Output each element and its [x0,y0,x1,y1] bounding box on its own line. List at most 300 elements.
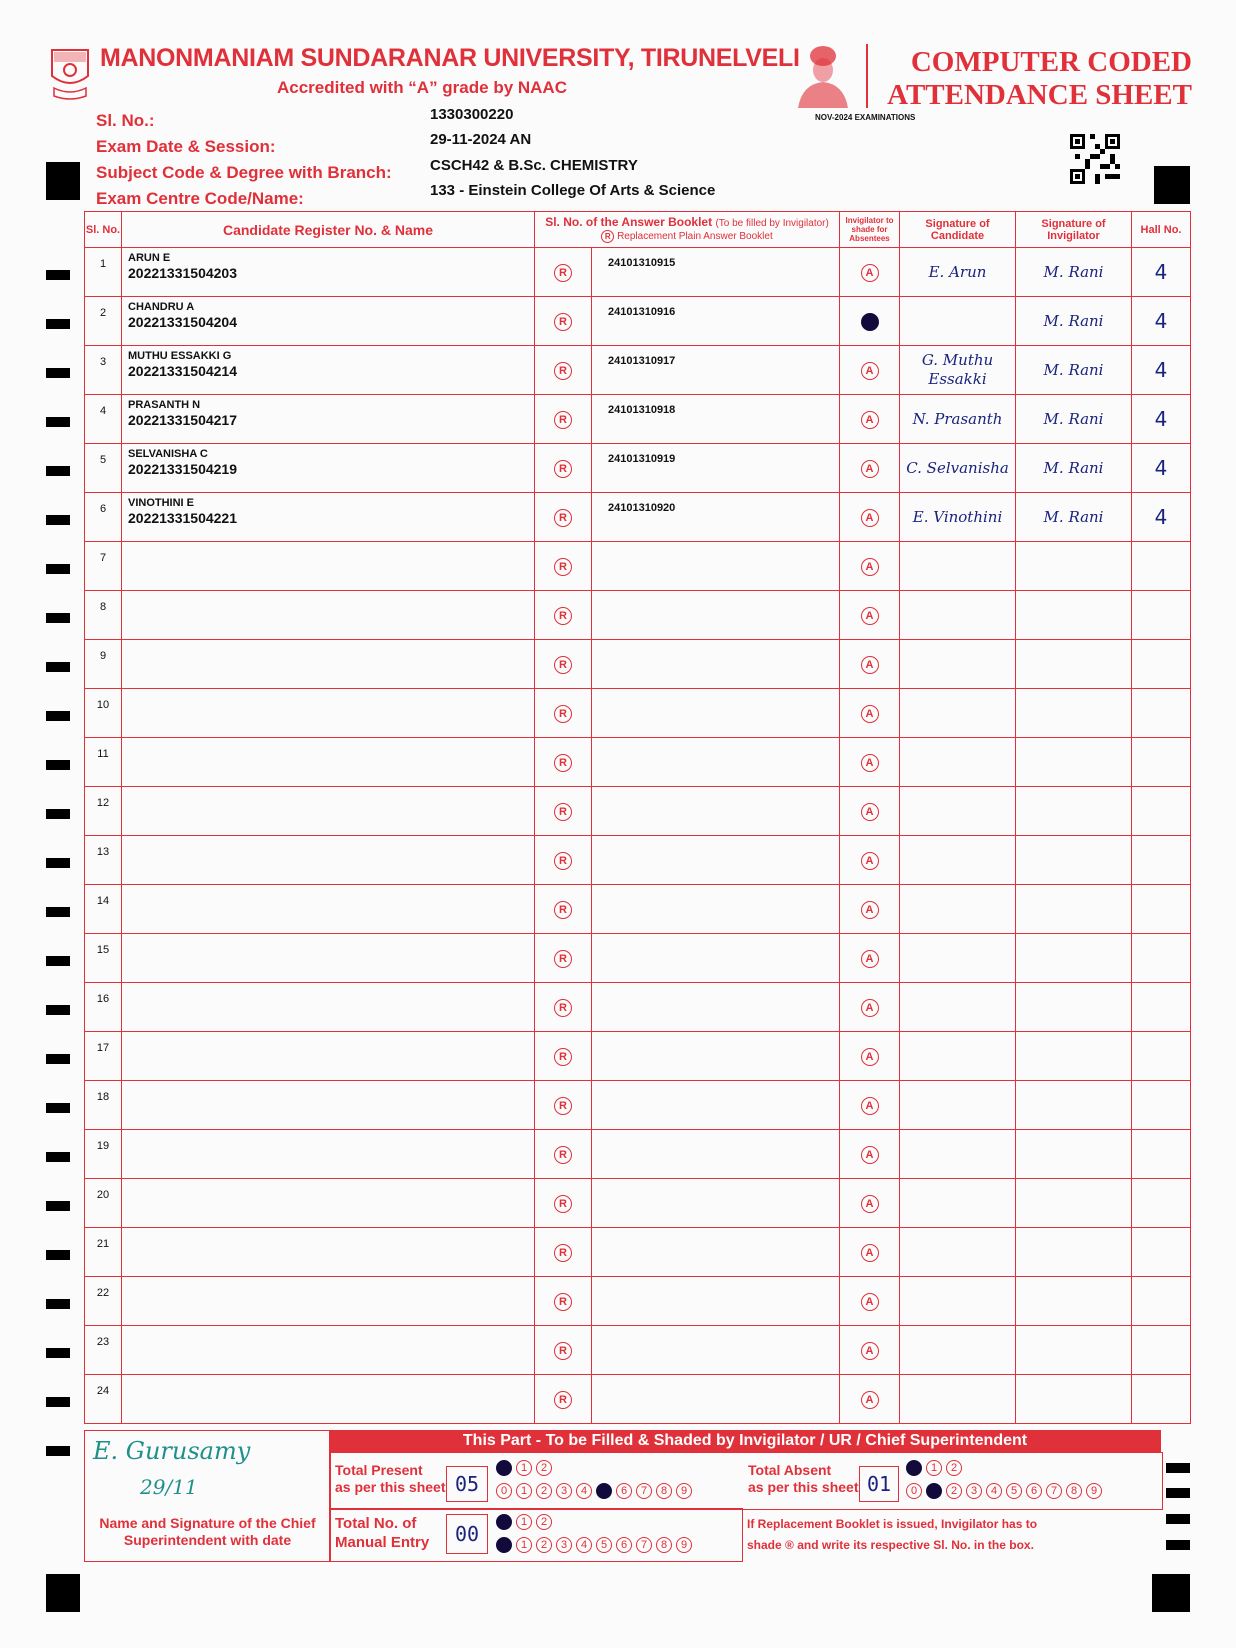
hall-no-cell[interactable] [1132,983,1191,1032]
absent-bubble-icon[interactable]: A [861,1391,879,1409]
digit-bubble-2[interactable]: 2 [536,1460,552,1476]
digit-bubble-2[interactable]: 2 [946,1460,962,1476]
replacement-cell[interactable] [535,787,592,836]
candidate-signature-cell[interactable] [900,836,1016,885]
absent-bubble-icon[interactable]: A [861,1342,879,1360]
booklet-cell[interactable] [592,1032,840,1081]
candidate-signature-cell[interactable] [900,1179,1016,1228]
absent-bubble-icon[interactable]: A [861,950,879,968]
invigilator-signature-cell[interactable] [1016,1179,1132,1228]
invigilator-signature-cell[interactable] [1016,493,1132,542]
replacement-cell[interactable] [535,542,592,591]
booklet-cell[interactable] [592,346,840,395]
digit-bubble-5[interactable] [596,1483,612,1499]
candidate-cell [122,1032,535,1081]
digit-bubble-7[interactable]: 7 [636,1483,652,1499]
replacement-cell[interactable] [535,934,592,983]
candidate-signature-cell[interactable] [900,738,1016,787]
hall-no-cell[interactable] [1132,1277,1191,1326]
absent-cell[interactable] [840,395,900,444]
absent-cell[interactable] [840,983,900,1032]
digit-bubble-8[interactable]: 8 [1066,1483,1082,1499]
absent-cell[interactable] [840,1081,900,1130]
candidate-signature: N. Prasanth [912,409,1003,428]
booklet-cell[interactable] [592,1179,840,1228]
replacement-cell[interactable] [535,640,592,689]
booklet-cell[interactable] [592,297,840,346]
invigilator-signature: M. Rani [1043,262,1104,281]
candidate-reg-no [122,1379,534,1380]
booklet-cell[interactable] [592,787,840,836]
absent-cell[interactable] [840,346,900,395]
hall-no-cell[interactable] [1132,885,1191,934]
hall-no-cell[interactable] [1132,689,1191,738]
invigilator-signature-cell[interactable] [1016,297,1132,346]
absent-bubble-icon[interactable]: A [861,852,879,870]
booklet-cell[interactable] [592,1375,840,1424]
replacement-cell[interactable] [535,395,592,444]
replacement-bubble-icon[interactable]: R [554,509,572,527]
absent-bubble-icon[interactable]: A [861,558,879,576]
booklet-cell[interactable] [592,1130,840,1179]
hall-no-cell[interactable] [1132,738,1191,787]
absent-digits[interactable] [906,1458,1106,1499]
candidate-signature-cell[interactable] [900,444,1016,493]
manual-units-row[interactable] [496,1535,696,1553]
invigilator-signature-cell[interactable] [1016,738,1132,787]
absent-cell[interactable] [840,738,900,787]
row-slno-cell [85,395,122,444]
hall-no-cell[interactable] [1132,1228,1191,1277]
absent-cell[interactable] [840,885,900,934]
invigilator-signature-cell[interactable] [1016,591,1132,640]
digit-bubble-4[interactable]: 4 [986,1483,1002,1499]
digit-bubble-4[interactable]: 4 [576,1483,592,1499]
candidate-signature-cell[interactable] [900,1326,1016,1375]
row-slno: 24 [96,1385,110,1397]
absent-bubble-icon[interactable]: A [861,754,879,772]
invigilator-signature-cell[interactable] [1016,542,1132,591]
replacement-cell[interactable] [535,444,592,493]
digit-bubble-1[interactable]: 1 [516,1460,532,1476]
present-tens-row[interactable] [496,1458,696,1476]
candidate-reg-no [122,987,534,988]
digit-bubble-3[interactable]: 3 [556,1483,572,1499]
absent-cell[interactable] [840,689,900,738]
absent-label [748,1462,859,1496]
timing-mark [46,662,70,672]
booklet-cell[interactable] [592,542,840,591]
replacement-bubble-icon[interactable]: R [554,1293,572,1311]
candidate-reg-no [122,1183,534,1184]
absent-cell[interactable] [840,934,900,983]
replacement-bubble-icon[interactable]: R [554,607,572,625]
absent-bubble-icon[interactable]: A [861,509,879,527]
candidate-signature-cell[interactable] [900,1228,1016,1277]
replacement-cell[interactable] [535,836,592,885]
absent-cell[interactable] [840,591,900,640]
absent-bubble-icon[interactable]: A [861,460,879,478]
row-slno-cell [85,689,122,738]
timing-mark [46,1152,70,1162]
timing-mark [1166,1488,1190,1498]
booklet-number [592,787,839,796]
candidate-signature-cell[interactable] [900,591,1016,640]
row-slno: 4 [99,405,107,417]
digit-bubble-8[interactable]: 8 [656,1537,672,1553]
absent-cell[interactable] [840,444,900,493]
absent-cell[interactable] [840,1326,900,1375]
table-row [85,1375,1191,1424]
invigilator-signature-cell[interactable] [1016,885,1132,934]
replacement-bubble-icon[interactable]: R [554,705,572,723]
booklet-cell[interactable] [592,689,840,738]
candidate-signature-cell[interactable] [900,787,1016,836]
absent-bubble-icon[interactable]: A [861,901,879,919]
absent-cell[interactable] [840,542,900,591]
booklet-cell[interactable] [592,1228,840,1277]
booklet-number [592,689,839,698]
replacement-cell[interactable] [535,738,592,787]
timing-mark [46,319,70,329]
digit-bubble-9[interactable]: 9 [676,1537,692,1553]
replacement-cell[interactable] [535,885,592,934]
booklet-cell[interactable] [592,493,840,542]
invigilator-signature-cell[interactable] [1016,983,1132,1032]
digit-bubble-9[interactable]: 9 [676,1483,692,1499]
hall-no-cell[interactable] [1132,1081,1191,1130]
invigilator-signature-cell[interactable] [1016,444,1132,493]
invigilator-signature-cell[interactable] [1016,248,1132,297]
timing-mark [1166,1463,1190,1473]
hall-no-cell[interactable] [1132,1375,1191,1424]
candidate-signature-cell[interactable] [900,983,1016,1032]
registration-mark-top-right [1154,166,1190,204]
replacement-note-1: If Replacement Booklet is issued, Invigilator has to [747,1517,1038,1531]
chief-signature: E. Gurusamy [93,1437,251,1465]
hall-no-cell[interactable] [1132,836,1191,885]
absent-cell[interactable] [840,1277,900,1326]
digit-bubble-5[interactable]: 5 [1006,1483,1022,1499]
digit-bubble-6[interactable]: 6 [1026,1483,1042,1499]
replacement-bubble-icon[interactable]: R [554,313,572,331]
header-booklet-main: Sl. No. of the Answer Booklet [545,215,713,229]
replacement-cell[interactable] [535,346,592,395]
invigilator-signature-cell[interactable] [1016,689,1132,738]
digit-bubble-0[interactable] [906,1460,922,1476]
digit-bubble-6[interactable]: 6 [616,1537,632,1553]
digit-bubble-7[interactable]: 7 [1046,1483,1062,1499]
hall-no-cell[interactable] [1132,1179,1191,1228]
absent-bubble-icon[interactable]: A [861,803,879,821]
candidate-signature-cell[interactable] [900,1130,1016,1179]
absent-value-box[interactable]: 01 [859,1466,899,1502]
replacement-bubble-icon[interactable]: R [554,803,572,821]
candidate-signature-cell[interactable] [900,1375,1016,1424]
replacement-cell[interactable] [535,1375,592,1424]
present-value-box[interactable]: 05 [446,1466,488,1502]
absent-cell[interactable] [840,787,900,836]
hall-no-cell[interactable] [1132,542,1191,591]
digit-bubble-7[interactable]: 7 [636,1537,652,1553]
absent-cell[interactable] [840,836,900,885]
hall-no: 4 [1154,358,1168,382]
replacement-cell[interactable] [535,1081,592,1130]
absent-bubble-icon[interactable]: A [861,362,879,380]
digit-bubble-0[interactable]: 0 [906,1483,922,1499]
invigilator-signature-cell[interactable] [1016,1032,1132,1081]
absent-bubble-icon[interactable]: A [861,1146,879,1164]
replacement-bubble-icon[interactable]: R [554,460,572,478]
hall-no-cell[interactable] [1132,640,1191,689]
invigilator-signature-cell[interactable] [1016,1228,1132,1277]
candidate-reg-no [122,1281,534,1282]
absent-units-row[interactable] [906,1481,1106,1499]
present-digits[interactable] [496,1458,696,1499]
replacement-cell[interactable] [535,983,592,1032]
invigilator-signature-cell[interactable] [1016,346,1132,395]
booklet-number: 24101310917 [608,355,676,367]
replacement-cell[interactable] [535,1326,592,1375]
hall-no-cell[interactable] [1132,493,1191,542]
absent-tens-row[interactable] [906,1458,1106,1476]
table-row [85,1228,1191,1277]
invigilator-signature-cell[interactable] [1016,640,1132,689]
manual-digits[interactable] [496,1512,696,1553]
replacement-bubble-icon[interactable]: R [554,950,572,968]
digit-bubble-5[interactable]: 5 [596,1537,612,1553]
hall-no-cell[interactable] [1132,591,1191,640]
candidate-signature-cell[interactable] [900,934,1016,983]
candidate-signature-cell[interactable] [900,542,1016,591]
absent-bubble-icon[interactable]: A [861,607,879,625]
digit-bubble-2[interactable]: 2 [536,1514,552,1530]
replacement-cell[interactable] [535,297,592,346]
replacement-bubble-icon[interactable]: R [554,852,572,870]
candidate-reg-no [122,1330,534,1331]
invigilator-signature-cell[interactable] [1016,836,1132,885]
replacement-bubble-icon[interactable]: R [554,901,572,919]
replacement-bubble-icon[interactable]: R [554,362,572,380]
candidate-signature-cell[interactable] [900,689,1016,738]
absent-bubble-icon[interactable]: A [861,656,879,674]
digit-bubble-1[interactable]: 1 [926,1460,942,1476]
hall-no-cell[interactable] [1132,395,1191,444]
replacement-cell[interactable] [535,689,592,738]
candidate-signature-cell[interactable] [900,493,1016,542]
booklet-cell[interactable] [592,836,840,885]
manual-value-box[interactable]: 00 [446,1514,488,1554]
replacement-cell[interactable] [535,1228,592,1277]
replacement-bubble-icon[interactable]: R [554,999,572,1017]
hall-no-cell[interactable] [1132,346,1191,395]
candidate-signature-cell[interactable] [900,248,1016,297]
digit-bubble-6[interactable]: 6 [616,1483,632,1499]
booklet-cell[interactable] [592,395,840,444]
booklet-cell[interactable] [592,934,840,983]
timing-mark [46,1446,70,1456]
candidate-reg-no: 20221331504219 [128,461,238,477]
absent-cell[interactable] [840,1130,900,1179]
present-units-row[interactable] [496,1481,696,1499]
replacement-cell[interactable] [535,1130,592,1179]
candidate-name: ARUN E [128,252,171,264]
row-slno: 13 [96,846,110,858]
attendance-table [84,211,1191,1424]
row-slno: 8 [99,601,107,613]
absent-cell[interactable] [840,1375,900,1424]
replacement-cell[interactable] [535,493,592,542]
hall-no-cell[interactable] [1132,1032,1191,1081]
candidate-signature-cell[interactable] [900,395,1016,444]
hall-no-cell[interactable] [1132,1130,1191,1179]
replacement-bubble-icon[interactable]: R [554,1097,572,1115]
digit-bubble-2[interactable]: 2 [536,1483,552,1499]
row-slno: 20 [96,1189,110,1201]
digit-bubble-4[interactable]: 4 [576,1537,592,1553]
digit-bubble-1[interactable]: 1 [516,1537,532,1553]
booklet-cell[interactable] [592,444,840,493]
hall-no-cell[interactable] [1132,444,1191,493]
booklet-number [592,1032,839,1041]
hall-no-cell[interactable] [1132,248,1191,297]
booklet-cell[interactable] [592,983,840,1032]
digit-bubble-0[interactable] [496,1537,512,1553]
absent-cell[interactable] [840,1179,900,1228]
header-sig-candidate: Signature of Candidate [900,212,1016,248]
hall-no-cell[interactable] [1132,1326,1191,1375]
candidate-reg-no: 20221331504214 [128,363,238,379]
replacement-cell[interactable] [535,248,592,297]
replacement-bubble-icon[interactable]: R [554,1195,572,1213]
absent-bubble-icon[interactable]: A [861,1195,879,1213]
row-slno: 11 [97,748,109,760]
digit-bubble-0[interactable]: 0 [496,1483,512,1499]
booklet-cell[interactable] [592,1326,840,1375]
booklet-cell[interactable] [592,640,840,689]
invigilator-signature-cell[interactable] [1016,1326,1132,1375]
digit-bubble-1[interactable]: 1 [516,1514,532,1530]
replacement-bubble-icon[interactable]: R [554,1391,572,1409]
booklet-cell[interactable] [592,1081,840,1130]
absent-cell[interactable] [840,1228,900,1277]
candidate-signature-cell[interactable] [900,1081,1016,1130]
row-slno-cell [85,297,122,346]
invigilator-signature-cell[interactable] [1016,934,1132,983]
replacement-bubble-icon[interactable]: R [554,1048,572,1066]
hall-no-cell[interactable] [1132,787,1191,836]
booklet-number [592,1228,839,1237]
absent-bubble-icon[interactable]: A [861,1293,879,1311]
digit-bubble-8[interactable]: 8 [656,1483,672,1499]
absent-bubble-icon[interactable]: A [861,264,879,282]
digit-bubble-9[interactable]: 9 [1086,1483,1102,1499]
invigilator-signature-cell[interactable] [1016,395,1132,444]
digit-bubble-1[interactable] [926,1483,942,1499]
replacement-bubble-icon[interactable]: R [554,656,572,674]
candidate-signature-cell[interactable] [900,297,1016,346]
absent-bubble-icon[interactable]: A [861,1244,879,1262]
absent-bubble-icon[interactable]: A [861,999,879,1017]
replacement-bubble-icon[interactable]: R [554,264,572,282]
invigilator-signature-cell[interactable] [1016,787,1132,836]
absent-cell[interactable] [840,493,900,542]
invigilator-signature-cell[interactable] [1016,1130,1132,1179]
invigilator-signature-cell[interactable] [1016,1277,1132,1326]
replacement-bubble-icon[interactable]: R [554,558,572,576]
candidate-signature-cell[interactable] [900,885,1016,934]
booklet-number [592,1375,839,1384]
replacement-bubble-icon[interactable]: R [554,1244,572,1262]
replacement-bubble-icon[interactable]: R [554,754,572,772]
row-slno: 6 [99,503,107,515]
absent-cell[interactable] [840,297,900,346]
hall-no-cell[interactable] [1132,297,1191,346]
candidate-signature-cell[interactable] [900,640,1016,689]
table-row [85,395,1191,444]
candidate-reg-no: 20221331504221 [128,510,238,526]
table-row [85,885,1191,934]
booklet-number: 24101310920 [608,502,676,514]
table-row [85,346,1191,395]
manual-tens-row[interactable] [496,1512,696,1530]
digit-bubble-2[interactable]: 2 [946,1483,962,1499]
table-row [85,983,1191,1032]
digit-bubble-3[interactable]: 3 [556,1537,572,1553]
digit-bubble-0[interactable] [496,1460,512,1476]
candidate-signature-cell[interactable] [900,346,1016,395]
candidate-reg-no: 20221331504204 [128,314,238,330]
booklet-cell[interactable] [592,738,840,787]
digit-bubble-1[interactable]: 1 [516,1483,532,1499]
candidate-signature-cell[interactable] [900,1277,1016,1326]
candidate-signature-cell[interactable] [900,1032,1016,1081]
absent-cell[interactable] [840,640,900,689]
booklet-cell[interactable] [592,248,840,297]
replacement-cell[interactable] [535,591,592,640]
digit-bubble-0[interactable] [496,1514,512,1530]
booklet-cell[interactable] [592,591,840,640]
replacement-bubble-icon[interactable]: R [554,411,572,429]
booklet-cell[interactable] [592,885,840,934]
absent-bubble-icon[interactable]: A [861,411,879,429]
digit-bubble-3[interactable]: 3 [966,1483,982,1499]
absent-bubble-icon[interactable]: A [861,1097,879,1115]
absent-bubble-icon[interactable]: A [861,1048,879,1066]
absent-cell[interactable] [840,248,900,297]
absent-bubble-icon[interactable] [861,313,879,331]
digit-bubble-2[interactable]: 2 [536,1537,552,1553]
replacement-cell[interactable] [535,1179,592,1228]
booklet-cell[interactable] [592,1277,840,1326]
replacement-note-2: shade ® and write its respective Sl. No. in the box. [747,1538,1034,1552]
timing-mark [1166,1540,1190,1550]
row-slno: 21 [96,1238,110,1250]
timing-mark [46,858,70,868]
replacement-cell[interactable] [535,1277,592,1326]
replacement-bubble-icon[interactable]: R [554,1342,572,1360]
absent-bubble-icon[interactable]: A [861,705,879,723]
replacement-cell[interactable] [535,1032,592,1081]
invigilator-signature-cell[interactable] [1016,1375,1132,1424]
replacement-bubble-icon[interactable]: R [554,1146,572,1164]
row-slno-cell [85,248,122,297]
hall-no-cell[interactable] [1132,934,1191,983]
absent-cell[interactable] [840,1032,900,1081]
invigilator-signature-cell[interactable] [1016,1081,1132,1130]
timing-mark [46,1103,70,1113]
booklet-number [592,738,839,747]
